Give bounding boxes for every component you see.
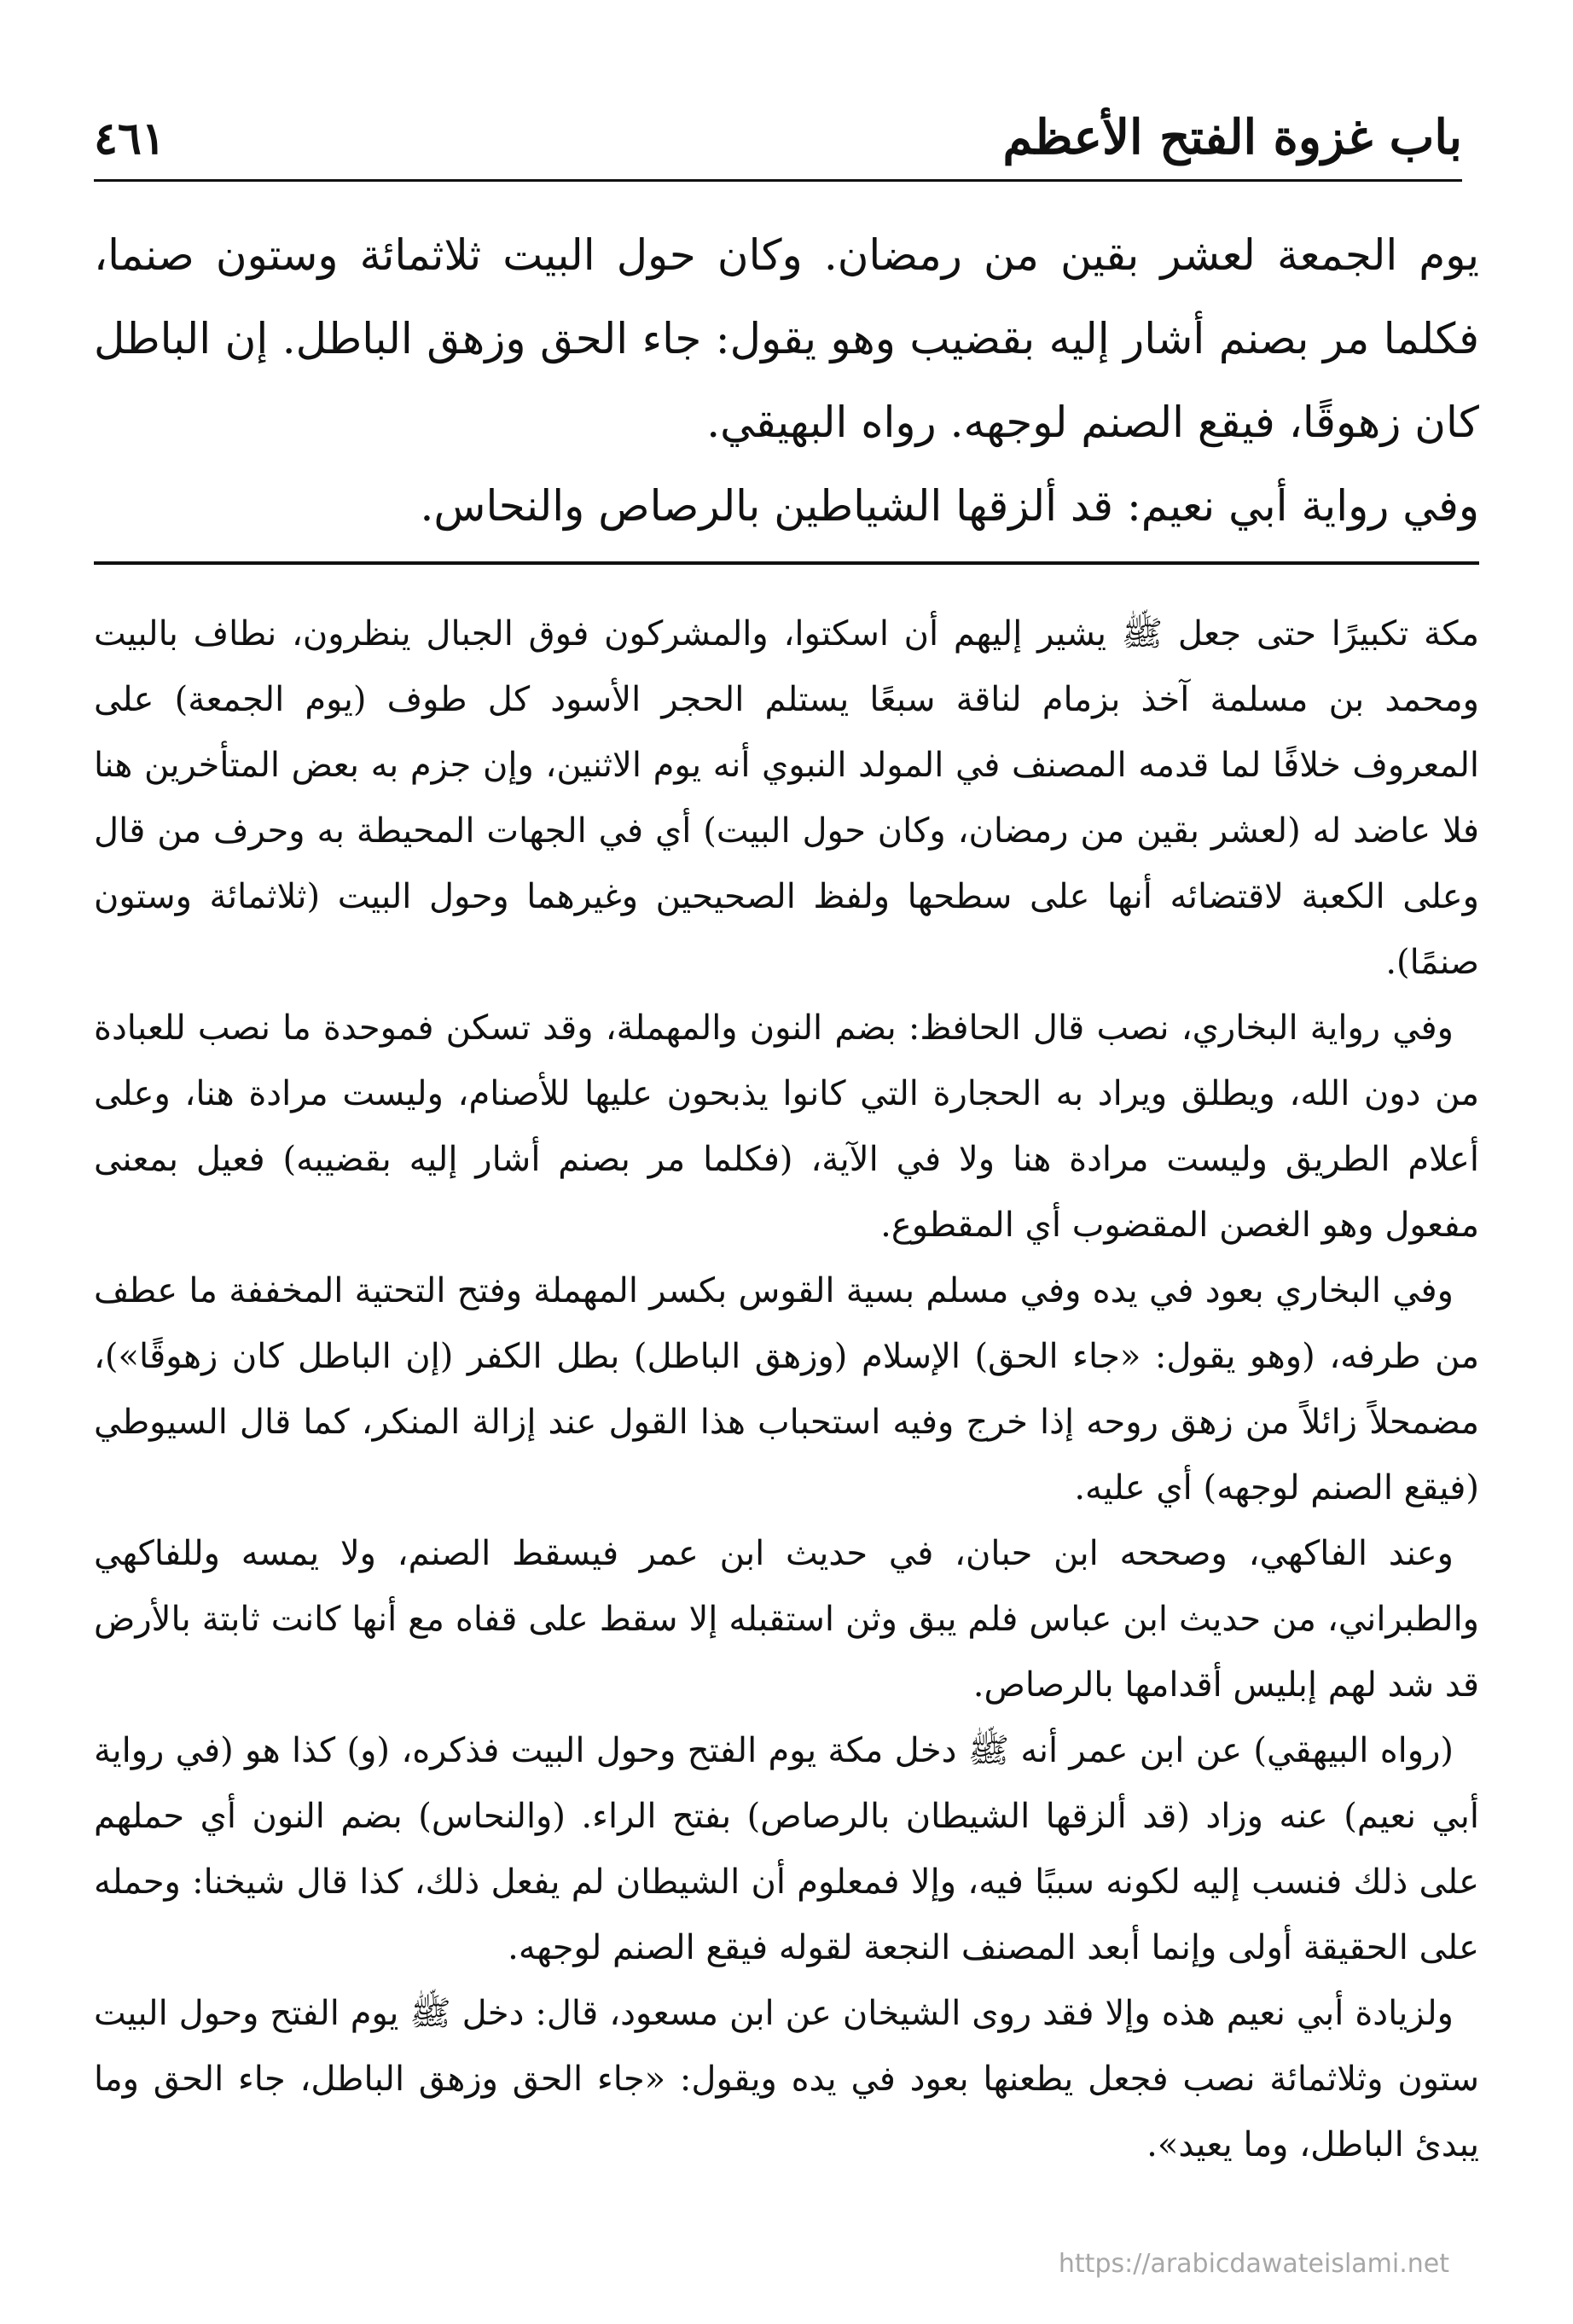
main-text-paragraph: يوم الجمعة لعشر بقين من رمضان. وكان حول البيت ثلاثمائة وستون صنما، فكلما مر بصنم أشار إليه بقضيب وهو يقول: جاء الحق وزهق الباطل. إن الباطل كان زهوقًا، فيقع الصنم لوجهه. رواه البهيقي. bbox=[94, 230, 1479, 447]
commentary-paragraph: ولزيادة أبي نعيم هذه وإلا فقد روى الشيخان عن ابن مسعود، قال: دخل ﷺ يوم الفتح وحول البيت ستون وثلاثمائة نصب فجعل يطعنها بعود في يده ويقول: «جاء الحق وزهق الباطل، جاء الحق وما يبدئ الباطل، وما يعيد». bbox=[94, 1994, 1479, 2164]
main-text-paragraph: وفي رواية أبي نعيم: قد ألزقها الشياطين بالرصاص والنحاس. bbox=[420, 481, 1479, 531]
commentary-paragraph: وفي البخاري بعود في يده وفي مسلم بسية القوس بكسر المهملة وفتح التحتية المخففة ما عطف من طرفه، (وهو يقول: «جاء الحق) الإسلام (وزهق الباطل) بطل الكفر (إن الباطل كان زهوقًا»)، مضمحلاً زائلاً من زهق روحه إذا خرج وفيه استحباب هذا القول عند إزالة المنكر، كما قال السيوطي (فيقع الصنم لوجهه) أي عليه. bbox=[94, 1271, 1480, 1508]
main-text-block bbox=[94, 213, 1479, 548]
commentary-paragraph: وفي رواية البخاري، نصب قال الحافظ: بضم النون والمهملة، وقد تسكن فموحدة ما نصب للعبادة من دون الله، ويطلق ويراد به الحجارة التي كانوا يذبحون عليها للأصنام، وليست مرادة هنا، وعلى أعلام الطريق وليست مرادة هنا ولا في الآية، (فكلما مر بصنم أشار إليه بقضيبه) فعيل بمعنى مفعول وهو الغصن المقضوب أي المقطوع. bbox=[94, 1008, 1479, 1245]
commentary-paragraph: مكة تكبيرًا حتى جعل ﷺ يشير إليهم أن اسكتوا، والمشركون فوق الجبال ينظرون، نطاف بالبيت ومحمد بن مسلمة آخذ بزمام لناقة سبعًا يستلم الحجر الأسود كل طوف (يوم الجمعة) على المعروف خلافًا لما قدمه المصنف في المولد النبوي أنه يوم الاثنين، وإن جزم به بعض المتأخرين هنا فلا عاضد له (لعشر بقين من رمضان، وكان حول البيت) أي في الجهات المحيطة به وحرف من قال وعلى الكعبة لاقتضائه أنها على سطحها ولفظ الصحيحين وغيرهما وحول البيت (ثلاثمائة وستون صنمًا). bbox=[94, 614, 1479, 982]
source-watermark: https://arabicdawateislami.net bbox=[1058, 2249, 1449, 2279]
commentary-paragraph: (رواه البيهقي) عن ابن عمر أنه ﷺ دخل مكة يوم الفتح وحول البيت فذكره، (و) كذا هو (في رواية أبي نعيم) عنه وزاد (قد ألزقها الشيطان بالرصاص) بفتح الراء. (والنحاس) بضم النون أي حملهم على ذلك فنسب إليه لكونه سببًا فيه، وإلا فمعلوم أن الشيطان لم يفعل ذلك، كذا قال شيخنا: وحمله على الحقيقة أولى وإنما أبعد المصنف النجعة لقوله فيقع الصنم لوجهه. bbox=[94, 1731, 1479, 1967]
section-divider bbox=[94, 561, 1479, 565]
page-number: ٤٦١ bbox=[94, 113, 165, 165]
commentary-block bbox=[94, 601, 1479, 2178]
page-header bbox=[94, 101, 1462, 182]
commentary-paragraph: وعند الفاكهي، وصححه ابن حبان، في حديث ابن عمر فيسقط الصنم، ولا يمسه وللفاكهي والطبراني، من حديث ابن عباس فلم يبق وثن استقبله إلا سقط على قفاه مع أنها كانت ثابتة بالأرض قد شد لهم إبليس أقدامها بالرصاص. bbox=[94, 1534, 1480, 1705]
chapter-title: باب غزوة الفتح الأعظم bbox=[1002, 109, 1462, 166]
